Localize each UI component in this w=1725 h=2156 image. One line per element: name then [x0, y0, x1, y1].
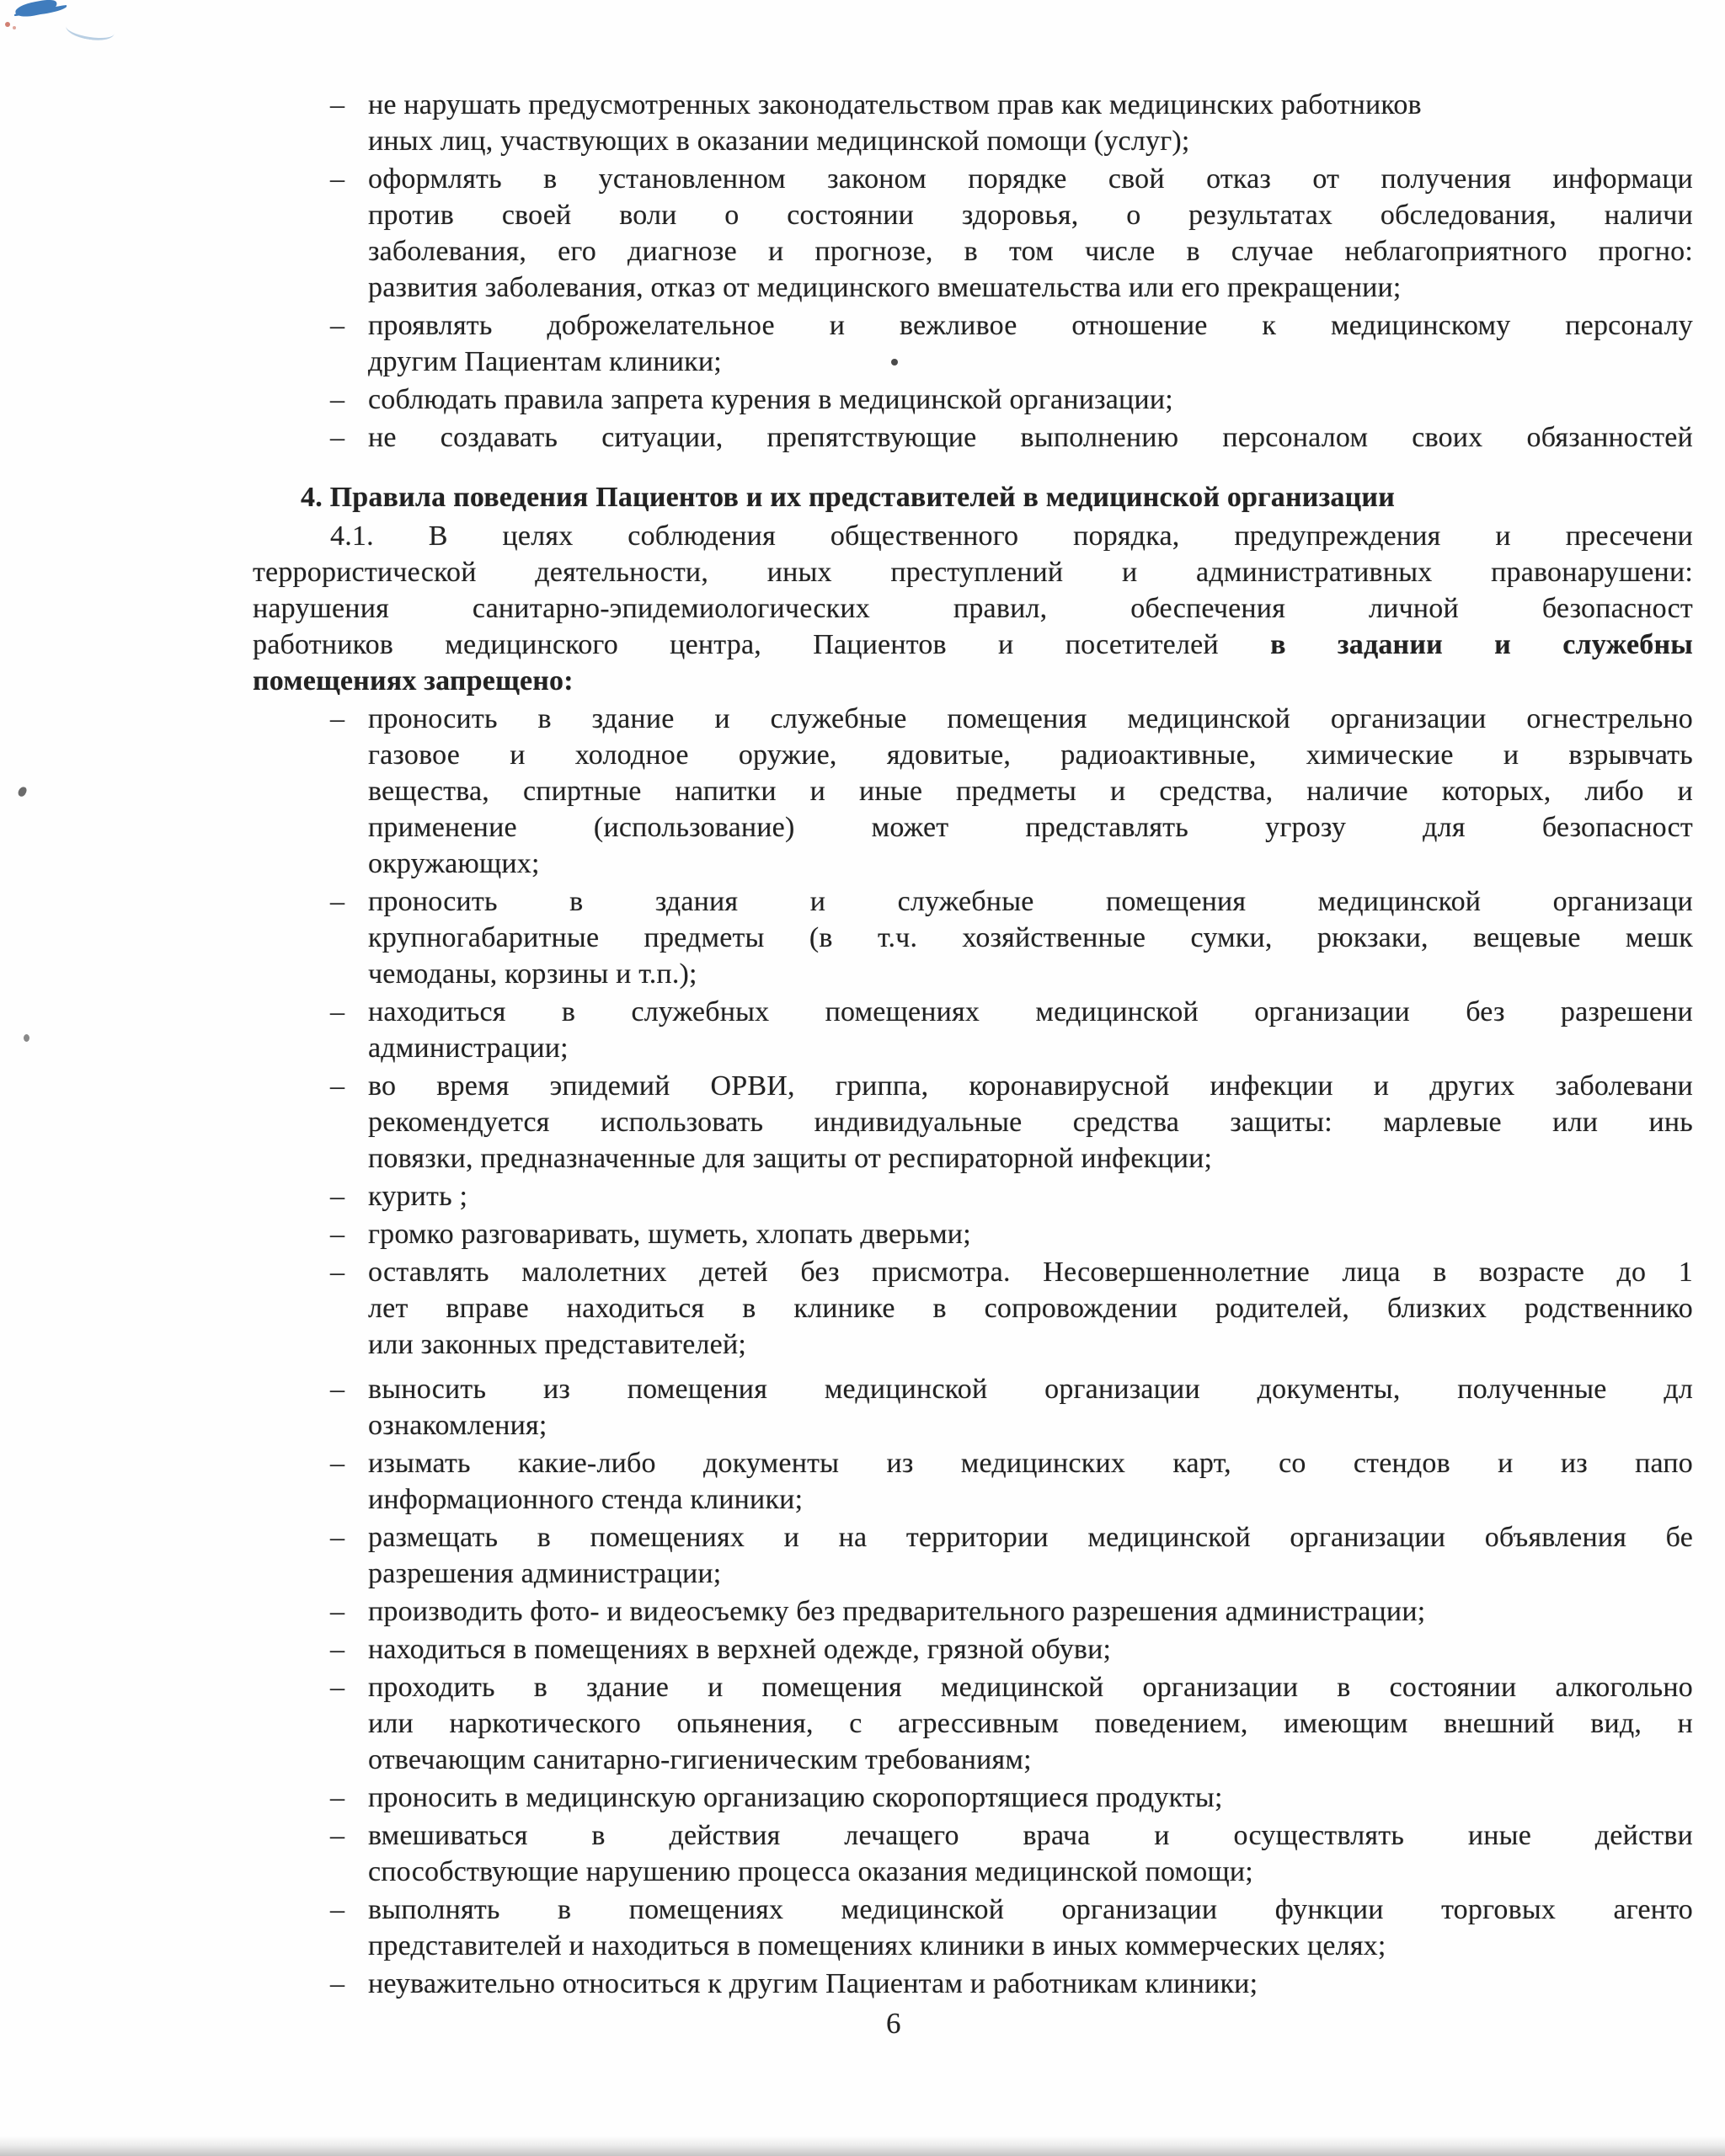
text-run: информационного стенда клиники;	[368, 1484, 804, 1515]
text-line	[368, 1854, 1693, 1890]
text-run: оставлять малолетних детей без присмотра. Несовершеннолетние лица в возрасте до 1	[368, 1257, 1693, 1288]
bullet-dash: –	[330, 310, 345, 341]
text-line	[368, 1519, 1693, 1556]
text-line	[368, 1407, 1693, 1444]
text-line	[368, 123, 1693, 159]
text-line	[368, 1178, 1693, 1214]
text-line	[368, 1326, 1693, 1363]
bullet-dash: –	[330, 996, 345, 1027]
text-line	[368, 1104, 1693, 1140]
text-run: проносить в здания и служебные помещения медицинской организаци	[368, 886, 1693, 917]
bullet-dash: –	[330, 1672, 345, 1703]
text-line	[368, 773, 1693, 809]
text-run: или законных представителей;	[368, 1329, 746, 1360]
text-run: администрации;	[368, 1033, 569, 1064]
text-run: применение (использование) может представлять угрозу для безопасност	[368, 812, 1693, 843]
text-line	[368, 233, 1693, 270]
text-line	[368, 307, 1693, 344]
text-line	[368, 1481, 1693, 1518]
list-item	[253, 994, 1693, 1066]
text-run: способствующие нарушению процесса оказания медицинской помощи;	[368, 1856, 1253, 1887]
text-line	[368, 1254, 1693, 1290]
bullet-dash: –	[330, 1448, 345, 1479]
text-line	[368, 1068, 1693, 1104]
list-item	[253, 1817, 1693, 1890]
text-run: или наркотического опьянения, с агрессивным поведением, имеющим внешний вид, н	[368, 1708, 1693, 1739]
list-item	[253, 1669, 1693, 1778]
text-run: громко разговаривать, шуметь, хлопать дверьми;	[368, 1219, 971, 1250]
margin-speck-icon	[17, 786, 28, 798]
text-line	[368, 920, 1693, 956]
list-item	[253, 1371, 1693, 1444]
text-line	[368, 701, 1693, 737]
text-line	[368, 809, 1693, 846]
text-line	[368, 1705, 1693, 1742]
text-run: размещать в помещениях и на территории медицинской организации объявления бе	[368, 1522, 1693, 1553]
text-run: окружающих;	[368, 848, 540, 879]
list-item	[253, 307, 1693, 380]
text-run: развития заболевания, отказ от медицинского вмешательства или его прекращении;	[368, 272, 1402, 303]
text-run: не создавать ситуации, препятствующие выполнению персоналом своих обязанностей	[368, 422, 1693, 453]
list-item	[253, 1593, 1693, 1630]
bullet-dash: –	[330, 1257, 345, 1288]
list-item	[253, 1892, 1693, 1964]
text-run: 4.1. В целях соблюдения общественного порядка, предупреждения и пресечени	[330, 520, 1693, 552]
text-run: во время эпидемий ОРВИ, гриппа, коронавирусной инфекции и других заболевани	[368, 1070, 1693, 1102]
text-line	[368, 1928, 1693, 1964]
text-run: соблюдать правила запрета курения в медицинской организации;	[368, 384, 1173, 415]
list-item	[253, 1445, 1693, 1518]
text-line	[368, 737, 1693, 773]
text-run: не нарушать предусмотренных законодательством прав как медицинских работников	[368, 89, 1422, 120]
bullet-dash: –	[330, 89, 345, 120]
text-run: нарушения санитарно-эпидемиологических правил, обеспечения личной безопасност	[253, 593, 1693, 624]
text-line	[368, 1631, 1693, 1668]
bullet-dash: –	[330, 384, 345, 415]
list-item	[253, 701, 1693, 882]
text-run: чемоданы, корзины и т.п.);	[368, 958, 697, 990]
text-run: изымать какие-либо документы из медицинских карт, со стендов и из папо	[368, 1448, 1693, 1479]
text-run: неуважительно относиться к другим Пациентам и работникам клиники;	[368, 1968, 1258, 1999]
text-line	[368, 1892, 1693, 1928]
text-run: выполнять в помещениях медицинской организации функции торговых агенто	[368, 1894, 1693, 1925]
text-run: представителей и находиться в помещениях клиники в иных коммерческих целях;	[368, 1930, 1386, 1961]
bullet-dash: –	[330, 1374, 345, 1405]
text-run: проходить в здание и помещения медицинской организации в состоянии алкогольно	[368, 1672, 1693, 1703]
red-ink-speck-icon	[13, 26, 16, 29]
text-line	[368, 1140, 1693, 1177]
text-run: ознакомления;	[368, 1410, 547, 1441]
text-line	[368, 1966, 1693, 2002]
text-run: рекомендуется использовать индивидуальные средства защиты: марлевые или инь	[368, 1107, 1693, 1138]
bold-text-run: в задании и служебны	[1270, 629, 1693, 660]
ink-stain-icon	[14, 0, 58, 19]
list-item	[253, 1519, 1693, 1592]
bullet-dash: –	[330, 1820, 345, 1851]
bullet-dash: –	[330, 1181, 345, 1212]
text-run: против своей воли о состоянии здоровья, о результатах обследования, наличи	[368, 200, 1693, 231]
list-item	[253, 419, 1693, 456]
section-heading: 4. Правила поведения Пациентов и их представителей в медицинской организации	[301, 482, 1395, 513]
bullet-dash: –	[330, 703, 345, 734]
bullet-dash: –	[330, 1634, 345, 1665]
text-line	[368, 1290, 1693, 1326]
paragraph	[253, 518, 1693, 699]
bullet-dash: –	[330, 1894, 345, 1925]
text-run: отвечающим санитарно-гигиеническим требованиям;	[368, 1744, 1032, 1775]
text-line	[368, 1669, 1693, 1705]
text-run: работников медицинского центра, Пациентов и посетителей	[253, 629, 1271, 660]
list-item	[253, 1631, 1693, 1668]
text-run: террористической деятельности, иных преступлений и административных правонарушени:	[253, 557, 1693, 588]
bullet-dash: –	[330, 422, 345, 453]
text-line	[253, 627, 1693, 663]
list-item	[253, 87, 1693, 159]
text-line	[368, 1216, 1693, 1252]
text-line	[368, 846, 1693, 882]
ink-squiggle-icon	[65, 17, 116, 44]
bullet-dash: –	[330, 1782, 345, 1813]
text-line	[368, 1371, 1693, 1407]
text-line	[253, 554, 1693, 590]
bullet-dash: –	[330, 886, 345, 917]
text-line	[368, 197, 1693, 233]
text-run: проявлять доброжелательное и вежливое отношение к медицинскому персоналу	[368, 310, 1693, 341]
text-run: находиться в служебных помещениях медицинской организации без разрешени	[368, 996, 1693, 1027]
text-line	[368, 1780, 1693, 1816]
text-run: разрешения администрации;	[368, 1558, 722, 1589]
bold-text-run: помещениях запрещено:	[253, 665, 574, 696]
text-line	[368, 382, 1693, 418]
list-item	[253, 1216, 1693, 1252]
text-run: повязки, предназначенные для защиты от респираторной инфекции;	[368, 1143, 1213, 1174]
list-item	[253, 1254, 1693, 1363]
text-run: выносить из помещения медицинской организации документы, полученные дл	[368, 1374, 1693, 1405]
text-run: газовое и холодное оружие, ядовитые, радиоактивные, химические и взрывчать	[368, 739, 1693, 771]
text-run: вмешиваться в действия лечащего врача и осуществлять иные действи	[368, 1820, 1693, 1851]
text-line	[368, 994, 1693, 1030]
text-line	[368, 270, 1693, 306]
text-line	[368, 87, 1693, 123]
text-run: иных лиц, участвующих в оказании медицинской помощи (услуг);	[368, 125, 1190, 157]
text-line	[253, 518, 1693, 554]
text-line	[253, 590, 1693, 627]
bullet-dash: –	[330, 1596, 345, 1627]
list-item	[253, 382, 1693, 418]
bullet-dash: –	[330, 163, 345, 195]
text-line	[368, 1742, 1693, 1778]
text-run: производить фото- и видеосъемку без предварительного разрешения администрации;	[368, 1596, 1426, 1627]
list-item	[253, 883, 1693, 992]
text-run: находиться в помещениях в верхней одежде, грязной обуви;	[368, 1634, 1112, 1665]
bullet-dash: –	[330, 1522, 345, 1553]
text-run: проносить в здание и служебные помещения медицинской организации огнестрельно	[368, 703, 1693, 734]
text-run: крупногабаритные предметы (в т.ч. хозяйственные сумки, рюкзаки, вещевые мешк	[368, 922, 1693, 953]
list-item	[253, 161, 1693, 306]
scan-edge-shadow	[0, 2136, 1725, 2156]
text-line	[368, 161, 1693, 197]
text-line	[368, 956, 1693, 992]
text-run: оформлять в установленном законом порядке свой отказ от получения информаци	[368, 163, 1693, 195]
text-line	[368, 1593, 1693, 1630]
list-item	[253, 1780, 1693, 1816]
page-number: 6	[886, 2007, 901, 2040]
text-line	[368, 419, 1693, 456]
text-run: заболевания, его диагнозе и прогнозе, в том числе в случае неблагоприятного прогно:	[368, 236, 1693, 267]
text-line	[368, 1445, 1693, 1481]
list-item	[253, 1966, 1693, 2002]
margin-speck-icon	[24, 1034, 29, 1042]
text-line	[368, 1817, 1693, 1854]
bullet-dash: –	[330, 1070, 345, 1102]
text-run: другим Пациентам клиники;	[368, 346, 722, 377]
text-line	[368, 1030, 1693, 1066]
red-ink-speck-icon	[5, 22, 10, 27]
text-run: проносить в медицинскую организацию скоропортящиеся продукты;	[368, 1782, 1223, 1813]
text-content	[253, 85, 1693, 2002]
text-line	[253, 663, 1693, 699]
text-run: вещества, спиртные напитки и иные предметы и средства, наличие которых, либо и	[368, 776, 1693, 807]
bullet-dash: –	[330, 1968, 345, 1999]
list-item	[253, 1068, 1693, 1177]
text-line	[368, 883, 1693, 920]
list-item	[253, 1178, 1693, 1214]
bullet-dash: –	[330, 1219, 345, 1250]
text-run: лет вправе находиться в клинике в сопровождении родителей, близких родственнико	[368, 1293, 1693, 1324]
text-line	[368, 1556, 1693, 1592]
text-run: курить ;	[368, 1181, 468, 1212]
text-line	[368, 344, 1693, 380]
